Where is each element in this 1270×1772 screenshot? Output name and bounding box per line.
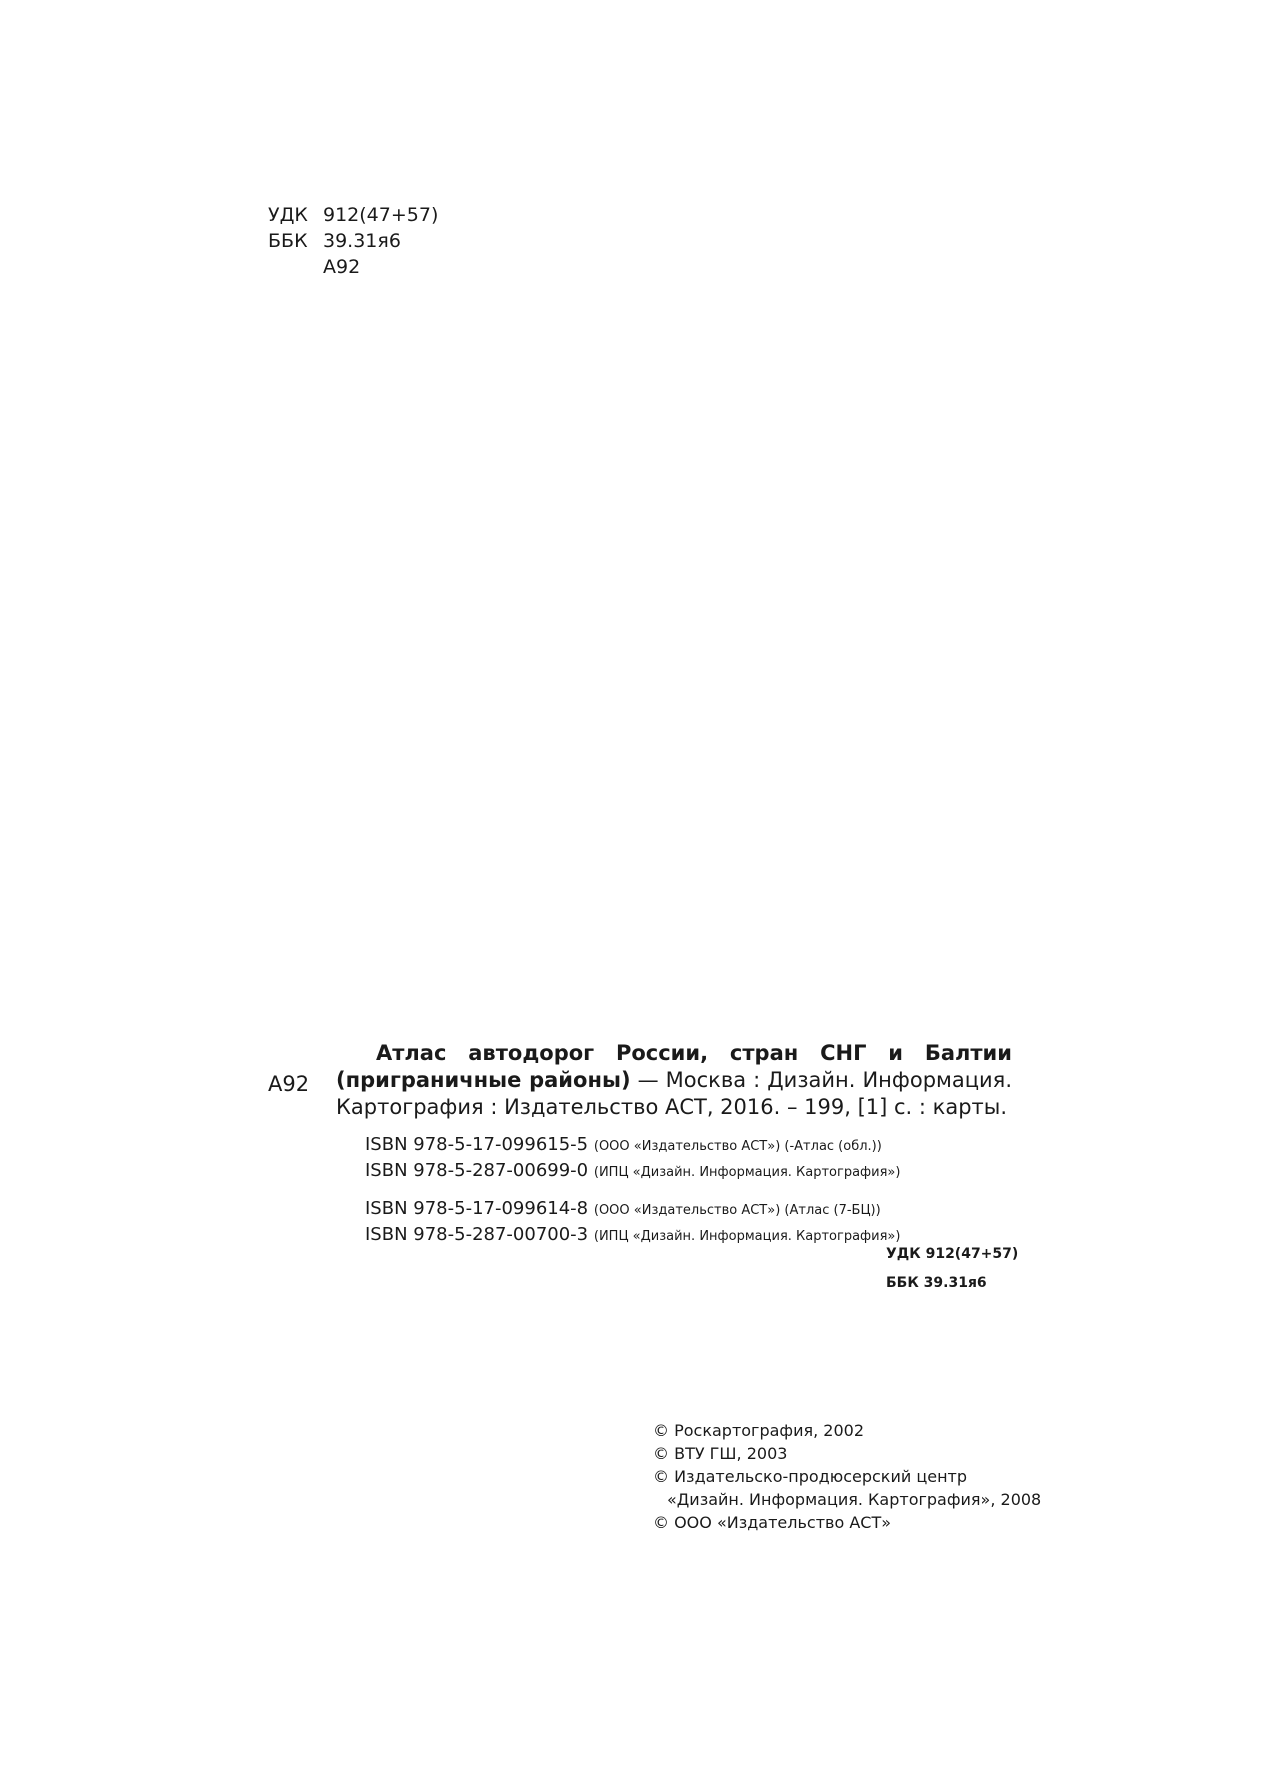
- isbn-note: (ИПЦ «Дизайн. Информация. Картография»): [593, 1229, 901, 1244]
- copyright-line: © Роскартография, 2002: [653, 1421, 865, 1440]
- catalog-description: [336, 1040, 1012, 1121]
- copyright-line: © Издательско-продюсерский центр: [653, 1467, 968, 1486]
- catalog-author-mark: А92: [268, 1072, 310, 1096]
- copyright-line: © ООО «Издательство АСТ»: [653, 1513, 892, 1532]
- index-right-block: [886, 1240, 1018, 1298]
- bbk-index: ББК 39.31я6: [886, 1275, 987, 1291]
- author-mark-label: [268, 254, 323, 280]
- classification-block: [268, 202, 438, 280]
- bbk-row: [268, 228, 438, 254]
- isbn-note: (ООО «Издательство АСТ») (Атлас (7-БЦ)): [593, 1203, 881, 1218]
- copyright-line: «Дизайн. Информация. Картография», 2008: [667, 1490, 1042, 1509]
- isbn-line: [365, 1133, 900, 1159]
- author-mark-value: А92: [323, 256, 361, 278]
- publication-info: — Москва : Дизайн. Информация. Картография : Издательство АСТ, 2016. – 199, [1] с. : карты.: [336, 1068, 1012, 1119]
- isbn-number: ISBN 978-5-287-00700-3: [365, 1224, 589, 1245]
- book-title: Атлас автодорог России, стран СНГ и Балтии (приграничные районы): [336, 1041, 1012, 1092]
- isbn-line: [365, 1197, 900, 1223]
- isbn-number: ISBN 978-5-287-00699-0: [365, 1160, 589, 1181]
- bbk-value: 39.31я6: [323, 230, 401, 252]
- isbn-block: [365, 1133, 900, 1249]
- copyright-line: © ВТУ ГШ, 2003: [653, 1444, 788, 1463]
- udk-label: УДК: [268, 204, 308, 226]
- udk-index: УДК 912(47+57): [886, 1246, 1019, 1262]
- isbn-group-gap: [365, 1185, 900, 1197]
- isbn-number: ISBN 978-5-17-099614-8: [365, 1198, 589, 1219]
- author-mark-row: [268, 254, 438, 280]
- isbn-note: (ИПЦ «Дизайн. Информация. Картография»): [593, 1165, 901, 1180]
- isbn-line: [365, 1223, 900, 1249]
- isbn-number: ISBN 978-5-17-099615-5: [365, 1134, 589, 1155]
- isbn-note: (ООО «Издательство АСТ») (-Атлас (обл.)): [593, 1139, 882, 1154]
- bbk-label: ББК: [268, 230, 308, 252]
- udk-value: 912(47+57): [323, 204, 439, 226]
- udk-row: [268, 202, 438, 228]
- copyright-block: [653, 1419, 1041, 1534]
- isbn-line: [365, 1159, 900, 1185]
